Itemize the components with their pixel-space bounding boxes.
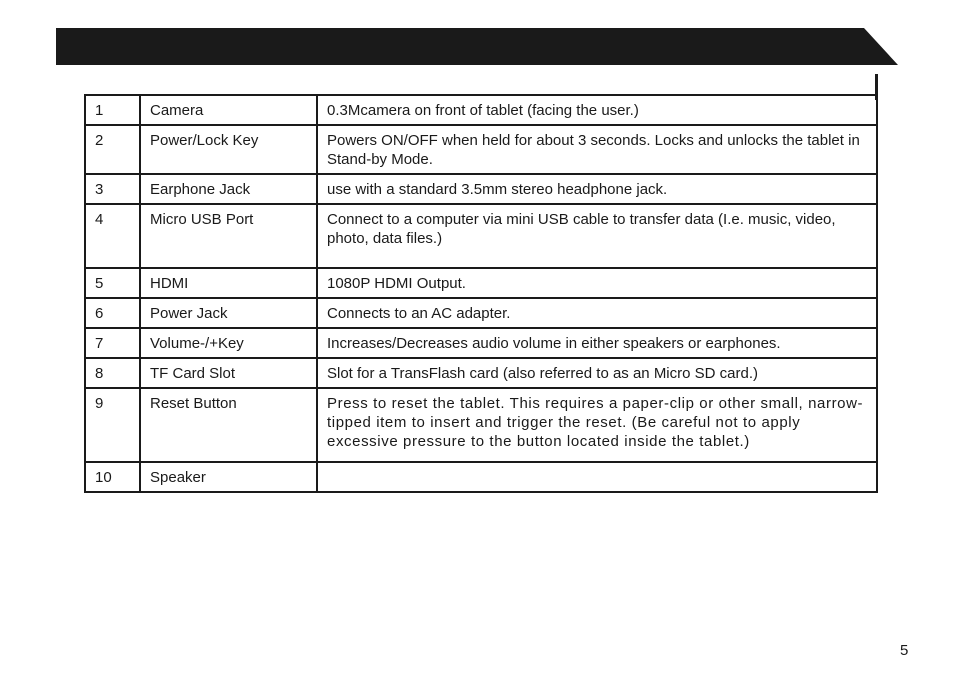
row-number: 2 (85, 125, 140, 174)
row-number: 7 (85, 328, 140, 358)
part-name: TF Card Slot (140, 358, 317, 388)
header-bar (56, 28, 898, 65)
row-number: 10 (85, 462, 140, 492)
part-description: use with a standard 3.5mm stereo headphone jack. (317, 174, 877, 204)
part-name: Camera (140, 95, 317, 125)
part-description (317, 462, 877, 492)
part-description: 1080P HDMI Output. (317, 268, 877, 298)
part-description: 0.3Mcamera on front of tablet (facing the user.) (317, 95, 877, 125)
table-row (85, 125, 877, 174)
part-name: Earphone Jack (140, 174, 317, 204)
row-number: 1 (85, 95, 140, 125)
spec-table (84, 94, 878, 493)
part-description: Slot for a TransFlash card (also referred to as an Micro SD card.) (317, 358, 877, 388)
part-description: Connects to an AC adapter. (317, 298, 877, 328)
row-number: 6 (85, 298, 140, 328)
part-description: Press to reset the tablet. This requires a paper-clip or other small, narrow-tipped item to insert and trigger the reset. (Be careful not to apply excessive pressure to the button located inside the tablet.) (317, 388, 877, 462)
row-number: 9 (85, 388, 140, 462)
table-row (85, 328, 877, 358)
part-description: Powers ON/OFF when held for about 3 seconds. Locks and unlocks the tablet in Stand-by Mode. (317, 125, 877, 174)
part-name: Power/Lock Key (140, 125, 317, 174)
table-row (85, 298, 877, 328)
table-row (85, 358, 877, 388)
row-number: 5 (85, 268, 140, 298)
part-name: Speaker (140, 462, 317, 492)
row-number: 8 (85, 358, 140, 388)
row-number: 4 (85, 204, 140, 268)
part-description: Connect to a computer via mini USB cable to transfer data (I.e. music, video, photo, data files.) (317, 204, 877, 268)
part-description: Increases/Decreases audio volume in either speakers or earphones. (317, 328, 877, 358)
table-row (85, 204, 877, 268)
page-number: 5 (900, 642, 909, 659)
part-name: Reset Button (140, 388, 317, 462)
table-row (85, 388, 877, 462)
part-name: Power Jack (140, 298, 317, 328)
part-name: HDMI (140, 268, 317, 298)
table-row (85, 95, 877, 125)
part-name: Micro USB Port (140, 204, 317, 268)
row-number: 3 (85, 174, 140, 204)
part-name: Volume-/+Key (140, 328, 317, 358)
table-row (85, 174, 877, 204)
table-row (85, 268, 877, 298)
table-row (85, 462, 877, 492)
